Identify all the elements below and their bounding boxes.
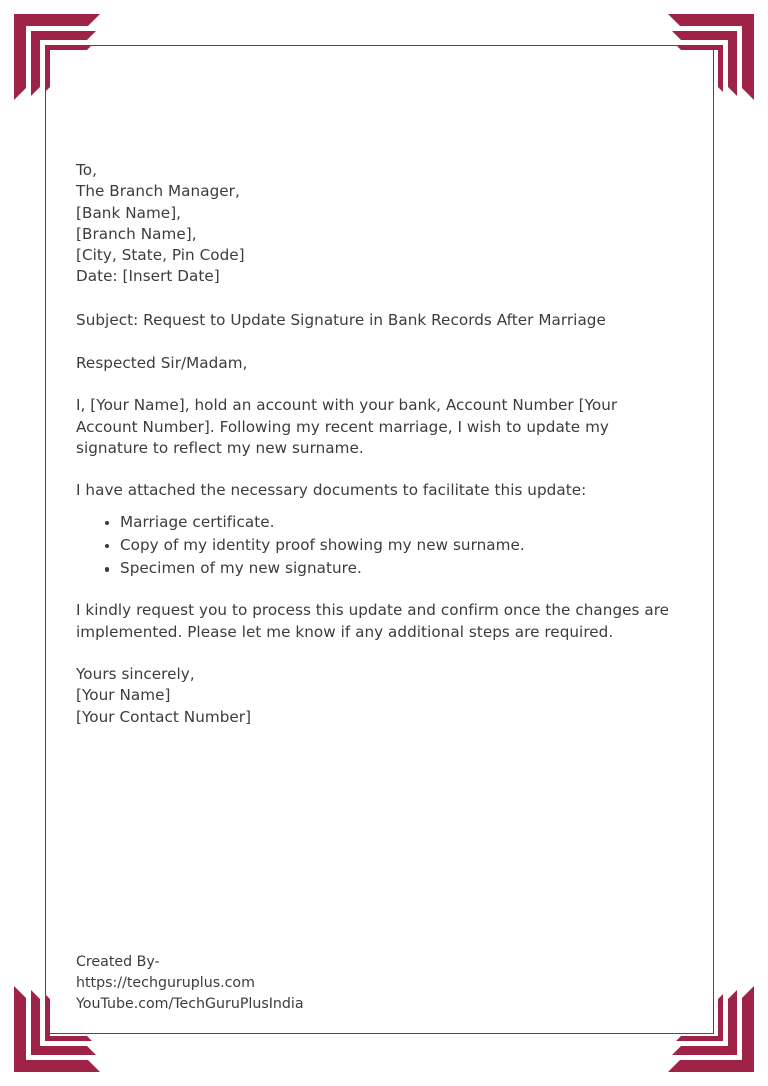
recipient-line: [City, State, Pin Code] [76,246,245,265]
footer-credit [76,952,304,1015]
recipient-line: [Branch Name], [76,224,197,243]
list-item: Specimen of my new signature. [105,558,682,579]
footer-created-by-label: Created By- [76,954,160,970]
letter-body [76,160,682,728]
recipient-line: To, [76,161,97,179]
corner-ornament-top-left [0,0,104,104]
list-item: Marriage certificate. [105,512,682,533]
attachment-list-intro: I have attached the necessary documents to facilitate this update: [76,481,587,500]
closing-line: Yours sincerely, [76,665,195,684]
footer-youtube-link[interactable]: YouTube.com/TechGuruPlusIndia [76,996,304,1012]
letter-date-line: Date: [Insert Date] [76,267,220,286]
attached-documents-list [76,512,682,580]
sender-contact-line: [Your Contact Number] [76,707,252,726]
recipient-line: [Bank Name], [76,203,182,222]
body-paragraph-1: I, [Your Name], hold an account with your bank, Account Number [Your Account Number]. Following my recent marriage, I wish to update my signature to reflect my new surname. [76,396,618,457]
recipient-line: The Branch Manager, [76,182,240,201]
subject-line: Subject: Request to Update Signature in Bank Records After Marriage [76,310,606,329]
list-item: Copy of my identity proof showing my new surname. [105,535,682,556]
closing-block [76,664,682,728]
sender-name-line: [Your Name] [76,686,171,705]
recipient-address-block [76,160,682,288]
footer-website-link[interactable]: https://techguruplus.com [76,975,255,991]
salutation: Respected Sir/Madam, [76,354,248,373]
corner-ornament-bottom-right [664,982,768,1086]
body-paragraph-2: I kindly request you to process this update and confirm once the changes are implemented. Please let me know if any additional steps are required. [76,601,670,641]
corner-ornament-top-right [664,0,768,104]
